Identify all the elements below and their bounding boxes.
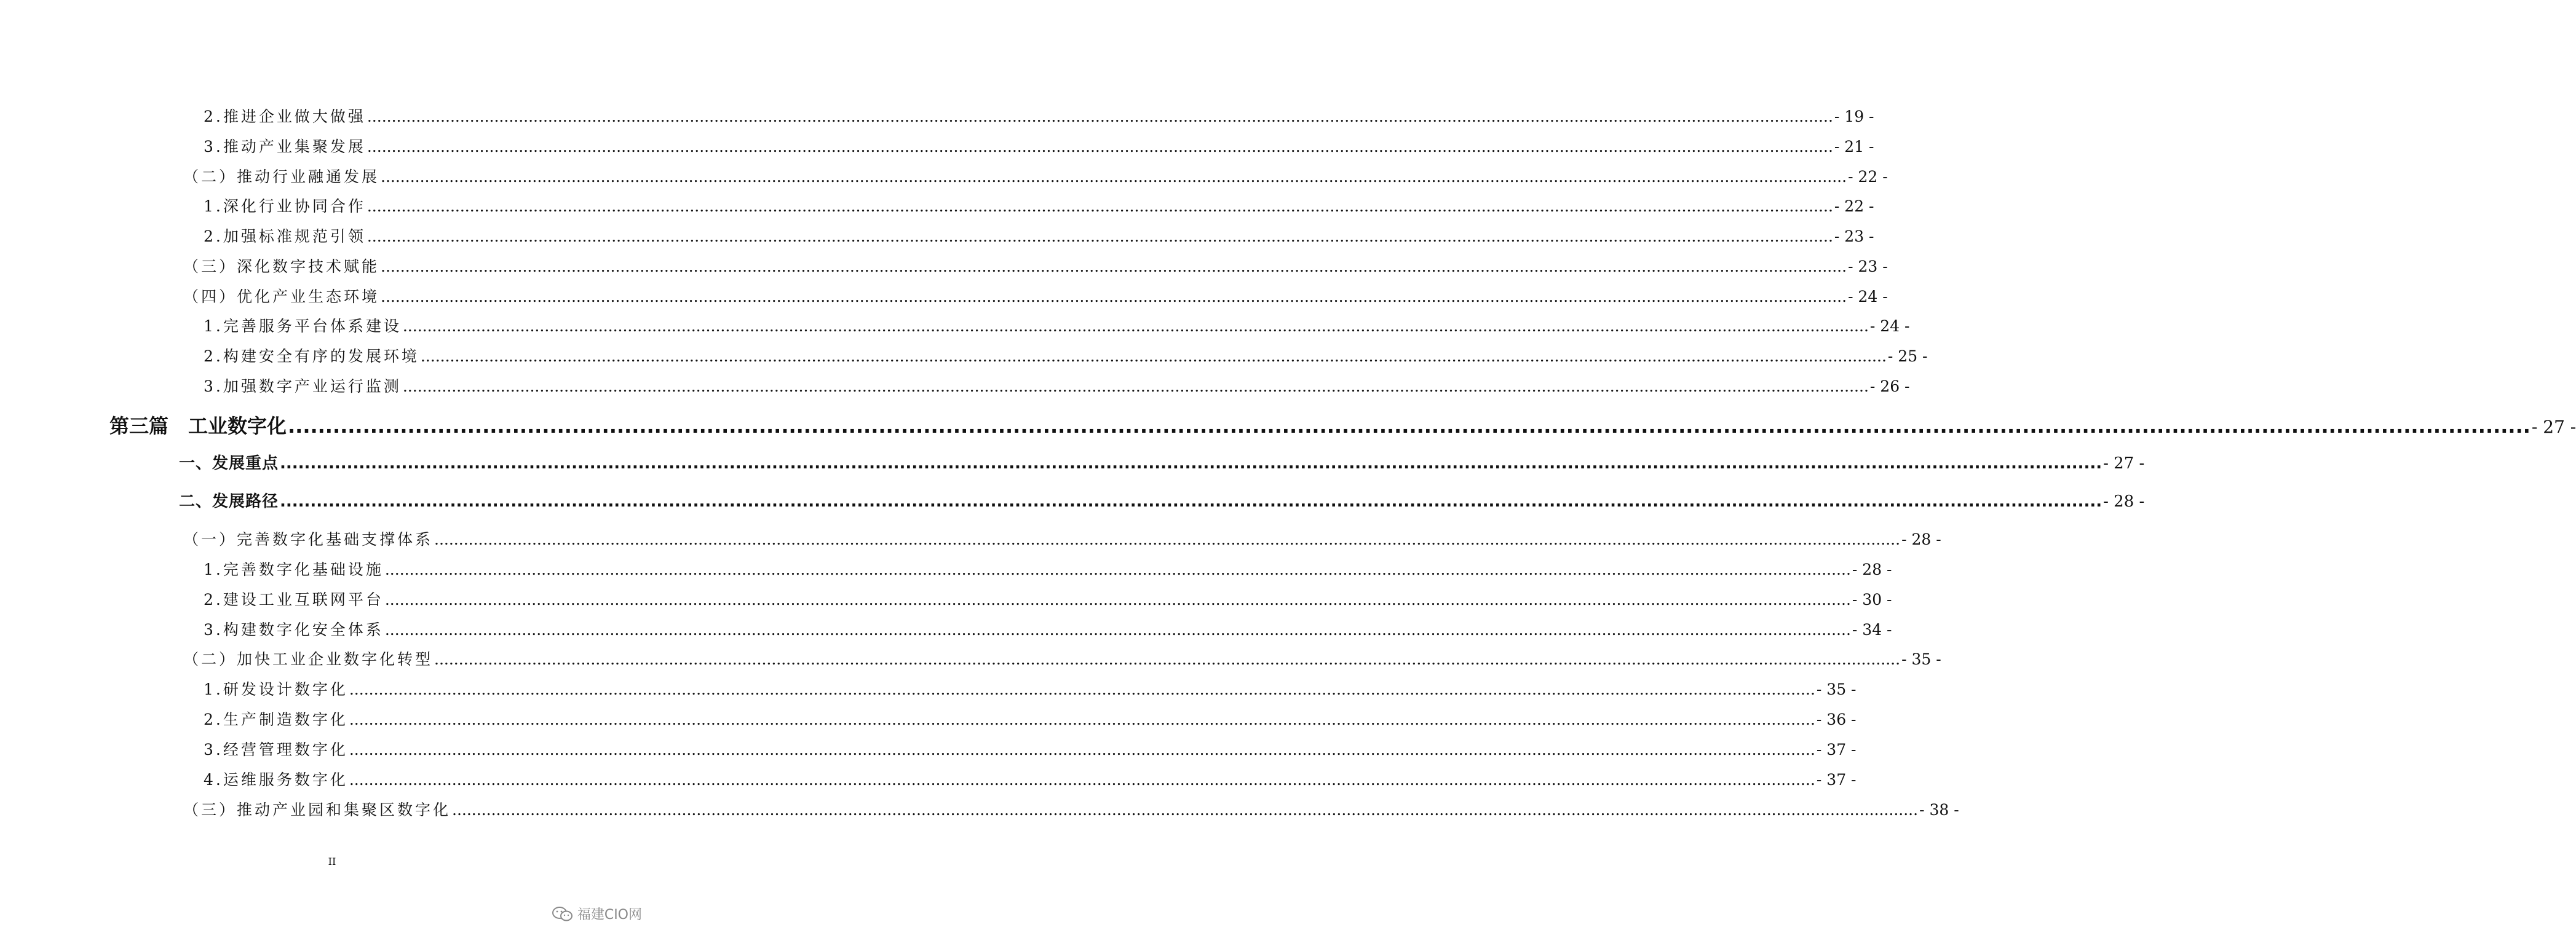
toc-leader-dots: ............................................................................................................................................................................................................................................................................................................: [367, 197, 1833, 215]
toc-leader-dots: ............................................................................................................................................................................................................................................................................................................: [384, 621, 1851, 639]
toc-entry[interactable]: [204, 374, 1910, 396]
toc-leader-dots: ............................................................................................................................................................................................................................................................................................................: [367, 108, 1833, 125]
toc-leader-dots: ............................................................................................................................................................................................................................................................................................................: [349, 771, 1815, 789]
toc-leader-dots: ............................................................................................................................................................................................................................................................................................................: [402, 377, 1869, 395]
toc-entry-page: - 37 -: [1816, 771, 1857, 789]
toc-entry-label: 1.研发设计数字化: [204, 680, 348, 698]
toc-entry-label: （二）推动行业融通发展: [183, 168, 380, 186]
toc-entry-page: - 35 -: [1816, 680, 1857, 698]
toc-entry[interactable]: [204, 194, 1874, 216]
toc-entry-label: 1.完善服务平台体系建设: [204, 317, 402, 335]
toc-entry[interactable]: [204, 618, 1892, 640]
toc-entry-label: 2.生产制造数字化: [204, 711, 348, 728]
toc-leader-dots: ............................................................................................................................................................................................................................................................................................................: [381, 288, 1847, 305]
toc-leader-dots: ............................................................................................................................................................................................................................................................................................................: [434, 530, 1901, 548]
watermark: [552, 904, 642, 923]
toc-entry-page: - 27 -: [2103, 454, 2145, 473]
toc-entry[interactable]: [204, 314, 1910, 336]
toc-leader-dots: ............................................................................................................................................................................................................................................................................................................: [402, 317, 1869, 335]
toc-entry-label: 3.经营管理数字化: [204, 741, 348, 759]
toc-entry-label: 2.加强标准规范引领: [204, 227, 366, 245]
toc-entry[interactable]: [204, 135, 1874, 157]
toc-entry-page: - 28 -: [1852, 561, 1892, 578]
toc-entry-page: - 21 -: [1834, 138, 1874, 156]
toc-entry[interactable]: [183, 285, 1888, 307]
toc-entry-label: 一、发展重点: [179, 454, 279, 473]
toc-entry[interactable]: [183, 647, 1941, 669]
toc-entry[interactable]: [183, 798, 1959, 820]
toc-entry[interactable]: [204, 707, 1857, 730]
toc-leader-dots: ............................................................................................................................................................................................................................................................................................................: [384, 591, 1851, 609]
toc-entry-label: 3.构建数字化安全体系: [204, 621, 384, 639]
toc-entry-label: 2.构建安全有序的发展环境: [204, 347, 419, 365]
toc-entry-label: 4.运维服务数字化: [204, 771, 348, 789]
toc-entry-label: 1.完善数字化基础设施: [204, 561, 384, 578]
toc-leader-dots: ............................................................................................................................................................................................................................................................................................................: [349, 741, 1815, 759]
toc-entry[interactable]: [204, 768, 1857, 790]
toc-entry-label: 3.加强数字产业运行监测: [204, 377, 402, 395]
toc-entry[interactable]: [204, 104, 1874, 127]
toc-entry-page: - 36 -: [1816, 711, 1857, 728]
toc-entry[interactable]: [204, 558, 1892, 580]
toc-entry-page: - 24 -: [1869, 317, 1910, 335]
toc-entry-page: - 28 -: [2103, 492, 2145, 511]
toc-entry-page: - 35 -: [1901, 650, 1941, 668]
toc-leader-dots: ............................................................................................................................................................................................................................................................................................................: [434, 650, 1901, 668]
toc-entry-page: - 25 -: [1887, 347, 1928, 365]
toc-leader-dots: ............................................................................................................................................................................................................................................................................................................: [280, 454, 2102, 473]
toc-leader-dots: ............................................................................................................................................................................................................................................................................................................: [420, 347, 1887, 365]
toc-entry-label: 二、发展路径: [179, 492, 279, 511]
toc-leader-dots: ............................................................................................................................................................................................................................................................................................................: [367, 138, 1833, 156]
toc-entry-page: - 19 -: [1834, 108, 1874, 125]
toc-entry[interactable]: [183, 527, 1941, 550]
toc-leader-dots: ............................................................................................................................................................................................................................................................................................................: [381, 168, 1847, 186]
toc-entry-page: - 22 -: [1834, 197, 1874, 215]
toc-entry-page: - 30 -: [1852, 591, 1892, 609]
toc-leader-dots: ............................................................................................................................................................................................................................................................................................................: [280, 492, 2102, 511]
watermark-text: 福建CIO网: [577, 907, 642, 923]
toc-entry-page: - 28 -: [1901, 530, 1941, 548]
toc-leader-dots: ............................................................................................................................................................................................................................................................................................................: [381, 258, 1847, 275]
toc-entry-label: （三）推动产业园和集聚区数字化: [183, 801, 451, 819]
toc-entry-label: 1.深化行业协同合作: [204, 197, 366, 215]
toc-heading-entry[interactable]: [179, 451, 2145, 473]
toc-entry[interactable]: [204, 344, 1928, 366]
toc-leader-dots: ............................................................................................................................................................................................................................................................................................................: [367, 227, 1833, 245]
toc-entry-label: （四）优化产业生态环境: [183, 288, 380, 305]
toc-entry-page: - 37 -: [1816, 741, 1857, 759]
toc-part-entry[interactable]: [109, 411, 2576, 439]
toc-entry-label: 3.推动产业集聚发展: [204, 138, 366, 156]
toc-entry[interactable]: [204, 677, 1857, 700]
toc-leader-dots: ............................................................................................................................................................................................................................................................................................................: [288, 414, 2530, 438]
toc-entry-page: - 26 -: [1869, 377, 1910, 395]
toc-entry-page: - 23 -: [1848, 258, 1888, 275]
toc-entry-label: （三）深化数字技术赋能: [183, 258, 380, 275]
toc-entry[interactable]: [183, 254, 1888, 277]
toc-leader-dots: ............................................................................................................................................................................................................................................................................................................: [452, 801, 1919, 819]
toc-entry-label: （一）完善数字化基础支撑体系: [183, 530, 434, 548]
toc-entry[interactable]: [204, 588, 1892, 610]
toc-entry-label: 第三篇 工业数字化: [109, 414, 287, 438]
toc-entry-label: （二）加快工业企业数字化转型: [183, 650, 434, 668]
toc-entry[interactable]: [183, 165, 1888, 187]
toc-leader-dots: ............................................................................................................................................................................................................................................................................................................: [384, 561, 1851, 578]
toc-entry-page: - 38 -: [1919, 801, 1959, 819]
page-footer-number: II: [328, 856, 336, 867]
toc-entry-page: - 23 -: [1834, 227, 1874, 245]
toc-entry-page: - 24 -: [1848, 288, 1888, 305]
wechat-icon: [552, 906, 574, 922]
toc-leader-dots: ............................................................................................................................................................................................................................................................................................................: [349, 711, 1815, 728]
toc-entry-label: 2.推进企业做大做强: [204, 108, 366, 125]
toc-entry-page: - 34 -: [1852, 621, 1892, 639]
toc-entry-page: - 27 -: [2531, 417, 2576, 437]
toc-entry-label: 2.建设工业互联网平台: [204, 591, 384, 609]
toc-heading-entry[interactable]: [179, 489, 2145, 511]
toc-leader-dots: ............................................................................................................................................................................................................................................................................................................: [349, 680, 1815, 698]
toc-entry-page: - 22 -: [1848, 168, 1888, 186]
toc-entry[interactable]: [204, 738, 1857, 760]
toc-entry[interactable]: [204, 224, 1874, 246]
